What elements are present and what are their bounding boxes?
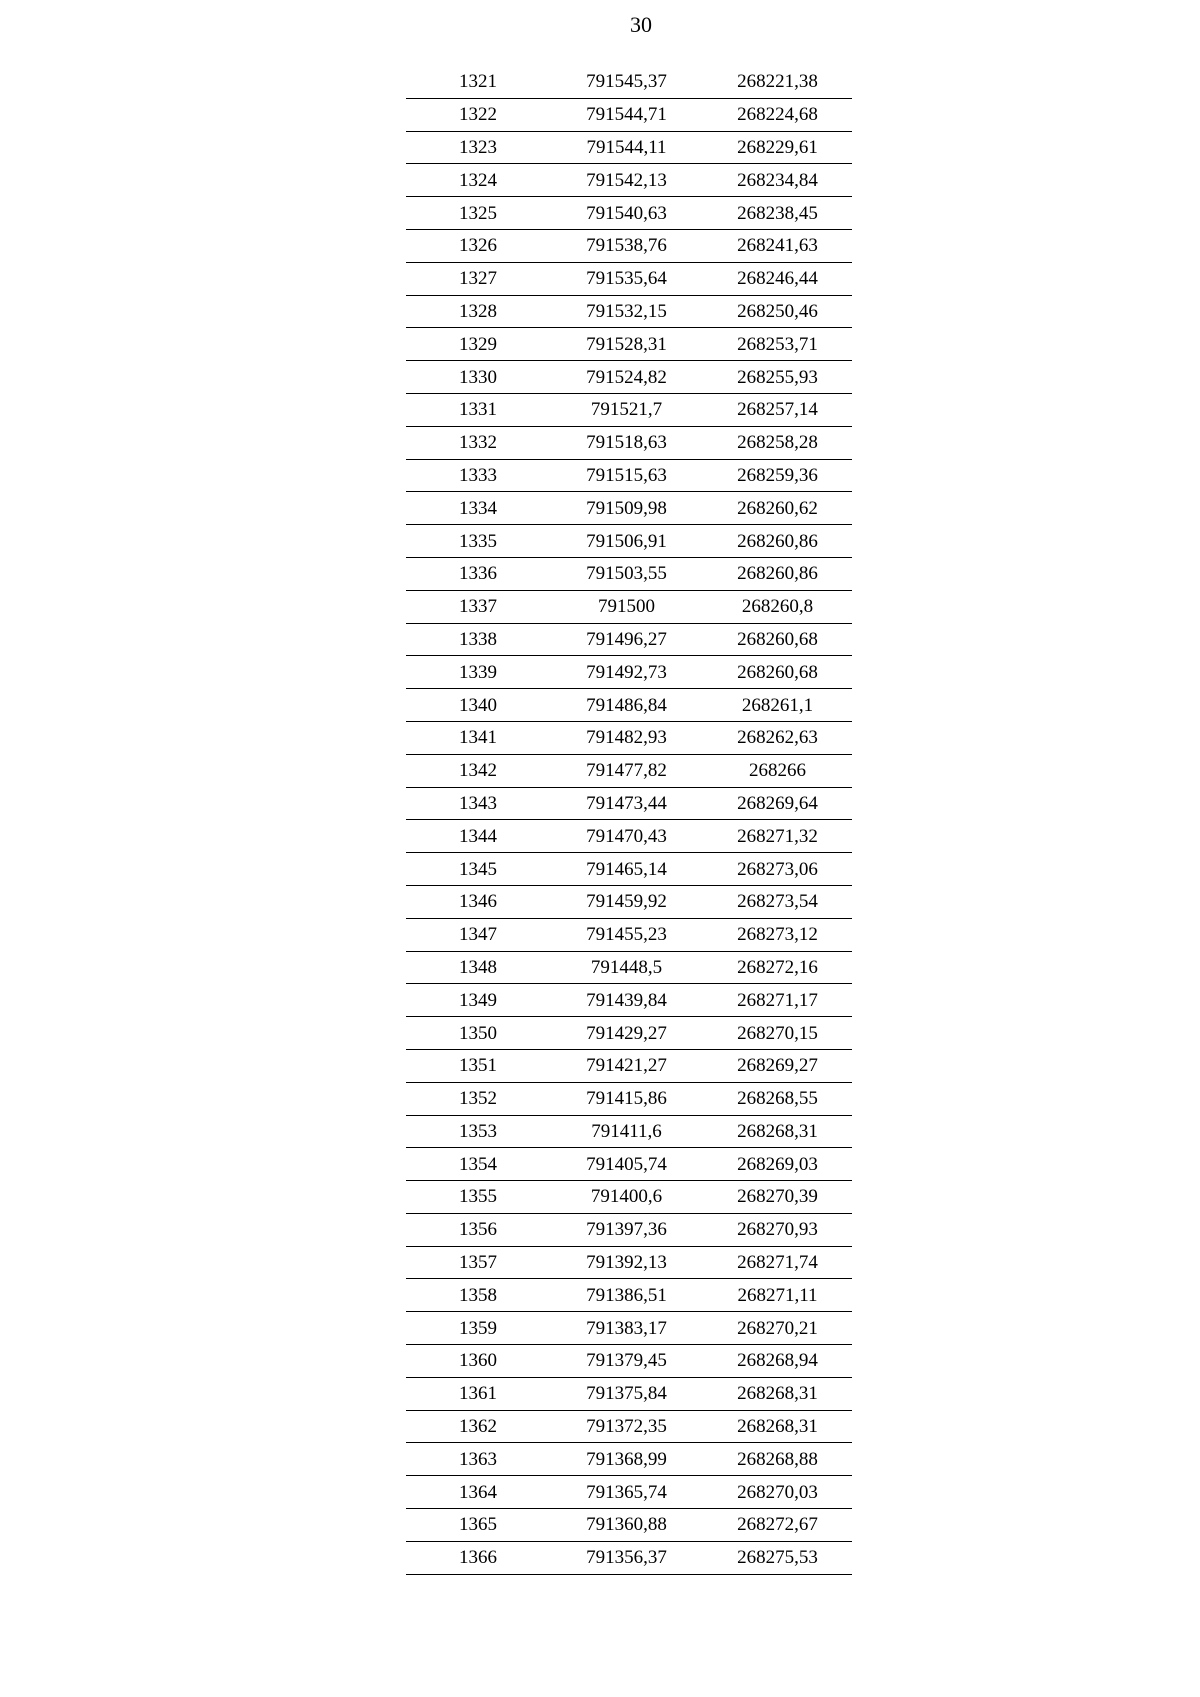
x-coordinate-cell: 791411,6 — [550, 1115, 703, 1148]
y-coordinate-cell: 268273,12 — [703, 918, 852, 951]
x-coordinate-cell: 791448,5 — [550, 951, 703, 984]
point-number-cell: 1330 — [406, 361, 550, 394]
table-row — [406, 1410, 852, 1443]
table-row — [406, 1279, 852, 1312]
point-number-cell: 1333 — [406, 459, 550, 492]
point-number-cell: 1350 — [406, 1017, 550, 1050]
point-number-cell: 1366 — [406, 1541, 550, 1574]
y-coordinate-cell: 268246,44 — [703, 262, 852, 295]
x-coordinate-cell: 791544,71 — [550, 98, 703, 131]
point-number-cell: 1345 — [406, 853, 550, 886]
table-row — [406, 853, 852, 886]
y-coordinate-cell: 268260,68 — [703, 623, 852, 656]
y-coordinate-cell: 268270,03 — [703, 1476, 852, 1509]
table-row — [406, 623, 852, 656]
point-number-cell: 1329 — [406, 328, 550, 361]
point-number-cell: 1346 — [406, 885, 550, 918]
y-coordinate-cell: 268253,71 — [703, 328, 852, 361]
x-coordinate-cell: 791486,84 — [550, 689, 703, 722]
y-coordinate-cell: 268268,55 — [703, 1082, 852, 1115]
point-number-cell: 1328 — [406, 295, 550, 328]
x-coordinate-cell: 791386,51 — [550, 1279, 703, 1312]
table-row — [406, 197, 852, 230]
point-number-cell: 1364 — [406, 1476, 550, 1509]
point-number-cell: 1335 — [406, 525, 550, 558]
coordinates-table-body — [406, 66, 852, 1574]
point-number-cell: 1324 — [406, 164, 550, 197]
point-number-cell: 1325 — [406, 197, 550, 230]
x-coordinate-cell: 791360,88 — [550, 1509, 703, 1542]
y-coordinate-cell: 268268,31 — [703, 1377, 852, 1410]
page-number: 30 — [630, 12, 652, 37]
x-coordinate-cell: 791473,44 — [550, 787, 703, 820]
y-coordinate-cell: 268275,53 — [703, 1541, 852, 1574]
point-number-cell: 1337 — [406, 590, 550, 623]
x-coordinate-cell: 791496,27 — [550, 623, 703, 656]
point-number-cell: 1354 — [406, 1148, 550, 1181]
x-coordinate-cell: 791509,98 — [550, 492, 703, 525]
y-coordinate-cell: 268273,06 — [703, 853, 852, 886]
y-coordinate-cell: 268272,67 — [703, 1509, 852, 1542]
table-row — [406, 393, 852, 426]
table-row — [406, 426, 852, 459]
table-row — [406, 262, 852, 295]
x-coordinate-cell: 791439,84 — [550, 984, 703, 1017]
table-row — [406, 1377, 852, 1410]
y-coordinate-cell: 268268,31 — [703, 1410, 852, 1443]
table-row — [406, 590, 852, 623]
point-number-cell: 1352 — [406, 1082, 550, 1115]
point-number-cell: 1343 — [406, 787, 550, 820]
table-row — [406, 885, 852, 918]
table-row — [406, 1082, 852, 1115]
y-coordinate-cell: 268266 — [703, 754, 852, 787]
x-coordinate-cell: 791521,7 — [550, 393, 703, 426]
y-coordinate-cell: 268272,16 — [703, 951, 852, 984]
table-row — [406, 1509, 852, 1542]
y-coordinate-cell: 268260,62 — [703, 492, 852, 525]
x-coordinate-cell: 791415,86 — [550, 1082, 703, 1115]
y-coordinate-cell: 268259,36 — [703, 459, 852, 492]
table-row — [406, 1181, 852, 1214]
x-coordinate-cell: 791368,99 — [550, 1443, 703, 1476]
table-row — [406, 1443, 852, 1476]
y-coordinate-cell: 268250,46 — [703, 295, 852, 328]
point-number-cell: 1341 — [406, 721, 550, 754]
x-coordinate-cell: 791383,17 — [550, 1312, 703, 1345]
y-coordinate-cell: 268260,8 — [703, 590, 852, 623]
y-coordinate-cell: 268260,68 — [703, 656, 852, 689]
y-coordinate-cell: 268271,74 — [703, 1246, 852, 1279]
point-number-cell: 1349 — [406, 984, 550, 1017]
table-row — [406, 787, 852, 820]
y-coordinate-cell: 268224,68 — [703, 98, 852, 131]
x-coordinate-cell: 791470,43 — [550, 820, 703, 853]
point-number-cell: 1351 — [406, 1049, 550, 1082]
point-number-cell: 1357 — [406, 1246, 550, 1279]
x-coordinate-cell: 791477,82 — [550, 754, 703, 787]
table-row — [406, 1345, 852, 1378]
table-row — [406, 689, 852, 722]
point-number-cell: 1339 — [406, 656, 550, 689]
table-row — [406, 1541, 852, 1574]
table-row — [406, 295, 852, 328]
x-coordinate-cell: 791400,6 — [550, 1181, 703, 1214]
x-coordinate-cell: 791492,73 — [550, 656, 703, 689]
x-coordinate-cell: 791540,63 — [550, 197, 703, 230]
y-coordinate-cell: 268269,03 — [703, 1148, 852, 1181]
y-coordinate-cell: 268268,94 — [703, 1345, 852, 1378]
point-number-cell: 1355 — [406, 1181, 550, 1214]
point-number-cell: 1327 — [406, 262, 550, 295]
x-coordinate-cell: 791515,63 — [550, 459, 703, 492]
table-row — [406, 525, 852, 558]
table-row — [406, 492, 852, 525]
point-number-cell: 1326 — [406, 229, 550, 262]
x-coordinate-cell: 791379,45 — [550, 1345, 703, 1378]
table-row — [406, 721, 852, 754]
y-coordinate-cell: 268271,11 — [703, 1279, 852, 1312]
x-coordinate-cell: 791392,13 — [550, 1246, 703, 1279]
y-coordinate-cell: 268221,38 — [703, 66, 852, 98]
x-coordinate-cell: 791465,14 — [550, 853, 703, 886]
point-number-cell: 1360 — [406, 1345, 550, 1378]
table-row — [406, 98, 852, 131]
point-number-cell: 1322 — [406, 98, 550, 131]
table-row — [406, 328, 852, 361]
table-row — [406, 66, 852, 98]
x-coordinate-cell: 791506,91 — [550, 525, 703, 558]
x-coordinate-cell: 791421,27 — [550, 1049, 703, 1082]
x-coordinate-cell: 791538,76 — [550, 229, 703, 262]
x-coordinate-cell: 791459,92 — [550, 885, 703, 918]
y-coordinate-cell: 268255,93 — [703, 361, 852, 394]
point-number-cell: 1344 — [406, 820, 550, 853]
point-number-cell: 1331 — [406, 393, 550, 426]
table-row — [406, 1049, 852, 1082]
table-row — [406, 459, 852, 492]
table-row — [406, 754, 852, 787]
table-row — [406, 656, 852, 689]
point-number-cell: 1332 — [406, 426, 550, 459]
table-row — [406, 1017, 852, 1050]
y-coordinate-cell: 268257,14 — [703, 393, 852, 426]
point-number-cell: 1340 — [406, 689, 550, 722]
y-coordinate-cell: 268269,27 — [703, 1049, 852, 1082]
y-coordinate-cell: 268270,21 — [703, 1312, 852, 1345]
y-coordinate-cell: 268271,32 — [703, 820, 852, 853]
y-coordinate-cell: 268270,39 — [703, 1181, 852, 1214]
point-number-cell: 1347 — [406, 918, 550, 951]
x-coordinate-cell: 791405,74 — [550, 1148, 703, 1181]
table-row — [406, 1115, 852, 1148]
table-row — [406, 1476, 852, 1509]
y-coordinate-cell: 268258,28 — [703, 426, 852, 459]
x-coordinate-cell: 791503,55 — [550, 557, 703, 590]
y-coordinate-cell: 268261,1 — [703, 689, 852, 722]
table-row — [406, 820, 852, 853]
point-number-cell: 1342 — [406, 754, 550, 787]
point-number-cell: 1361 — [406, 1377, 550, 1410]
y-coordinate-cell: 268270,93 — [703, 1213, 852, 1246]
x-coordinate-cell: 791500 — [550, 590, 703, 623]
x-coordinate-cell: 791375,84 — [550, 1377, 703, 1410]
x-coordinate-cell: 791518,63 — [550, 426, 703, 459]
table-row — [406, 229, 852, 262]
y-coordinate-cell: 268260,86 — [703, 557, 852, 590]
point-number-cell: 1336 — [406, 557, 550, 590]
x-coordinate-cell: 791482,93 — [550, 721, 703, 754]
y-coordinate-cell: 268241,63 — [703, 229, 852, 262]
point-number-cell: 1348 — [406, 951, 550, 984]
table-row — [406, 557, 852, 590]
table-row — [406, 1312, 852, 1345]
table-row — [406, 951, 852, 984]
point-number-cell: 1362 — [406, 1410, 550, 1443]
point-number-cell: 1356 — [406, 1213, 550, 1246]
y-coordinate-cell: 268270,15 — [703, 1017, 852, 1050]
x-coordinate-cell: 791365,74 — [550, 1476, 703, 1509]
y-coordinate-cell: 268271,17 — [703, 984, 852, 1017]
y-coordinate-cell: 268269,64 — [703, 787, 852, 820]
y-coordinate-cell: 268260,86 — [703, 525, 852, 558]
table-row — [406, 918, 852, 951]
table-row — [406, 1213, 852, 1246]
x-coordinate-cell: 791545,37 — [550, 66, 703, 98]
table-row — [406, 361, 852, 394]
x-coordinate-cell: 791532,15 — [550, 295, 703, 328]
x-coordinate-cell: 791528,31 — [550, 328, 703, 361]
point-number-cell: 1353 — [406, 1115, 550, 1148]
x-coordinate-cell: 791544,11 — [550, 131, 703, 164]
y-coordinate-cell: 268268,88 — [703, 1443, 852, 1476]
point-number-cell: 1334 — [406, 492, 550, 525]
x-coordinate-cell: 791356,37 — [550, 1541, 703, 1574]
point-number-cell: 1365 — [406, 1509, 550, 1542]
x-coordinate-cell: 791535,64 — [550, 262, 703, 295]
point-number-cell: 1358 — [406, 1279, 550, 1312]
coordinates-table — [406, 66, 852, 1575]
point-number-cell: 1323 — [406, 131, 550, 164]
x-coordinate-cell: 791397,36 — [550, 1213, 703, 1246]
y-coordinate-cell: 268273,54 — [703, 885, 852, 918]
y-coordinate-cell: 268268,31 — [703, 1115, 852, 1148]
y-coordinate-cell: 268234,84 — [703, 164, 852, 197]
table-row — [406, 164, 852, 197]
x-coordinate-cell: 791542,13 — [550, 164, 703, 197]
x-coordinate-cell: 791372,35 — [550, 1410, 703, 1443]
x-coordinate-cell: 791455,23 — [550, 918, 703, 951]
table-row — [406, 984, 852, 1017]
y-coordinate-cell: 268229,61 — [703, 131, 852, 164]
point-number-cell: 1359 — [406, 1312, 550, 1345]
table-row — [406, 131, 852, 164]
x-coordinate-cell: 791524,82 — [550, 361, 703, 394]
y-coordinate-cell: 268262,63 — [703, 721, 852, 754]
point-number-cell: 1363 — [406, 1443, 550, 1476]
point-number-cell: 1321 — [406, 66, 550, 98]
y-coordinate-cell: 268238,45 — [703, 197, 852, 230]
table-row — [406, 1148, 852, 1181]
table-row — [406, 1246, 852, 1279]
x-coordinate-cell: 791429,27 — [550, 1017, 703, 1050]
point-number-cell: 1338 — [406, 623, 550, 656]
